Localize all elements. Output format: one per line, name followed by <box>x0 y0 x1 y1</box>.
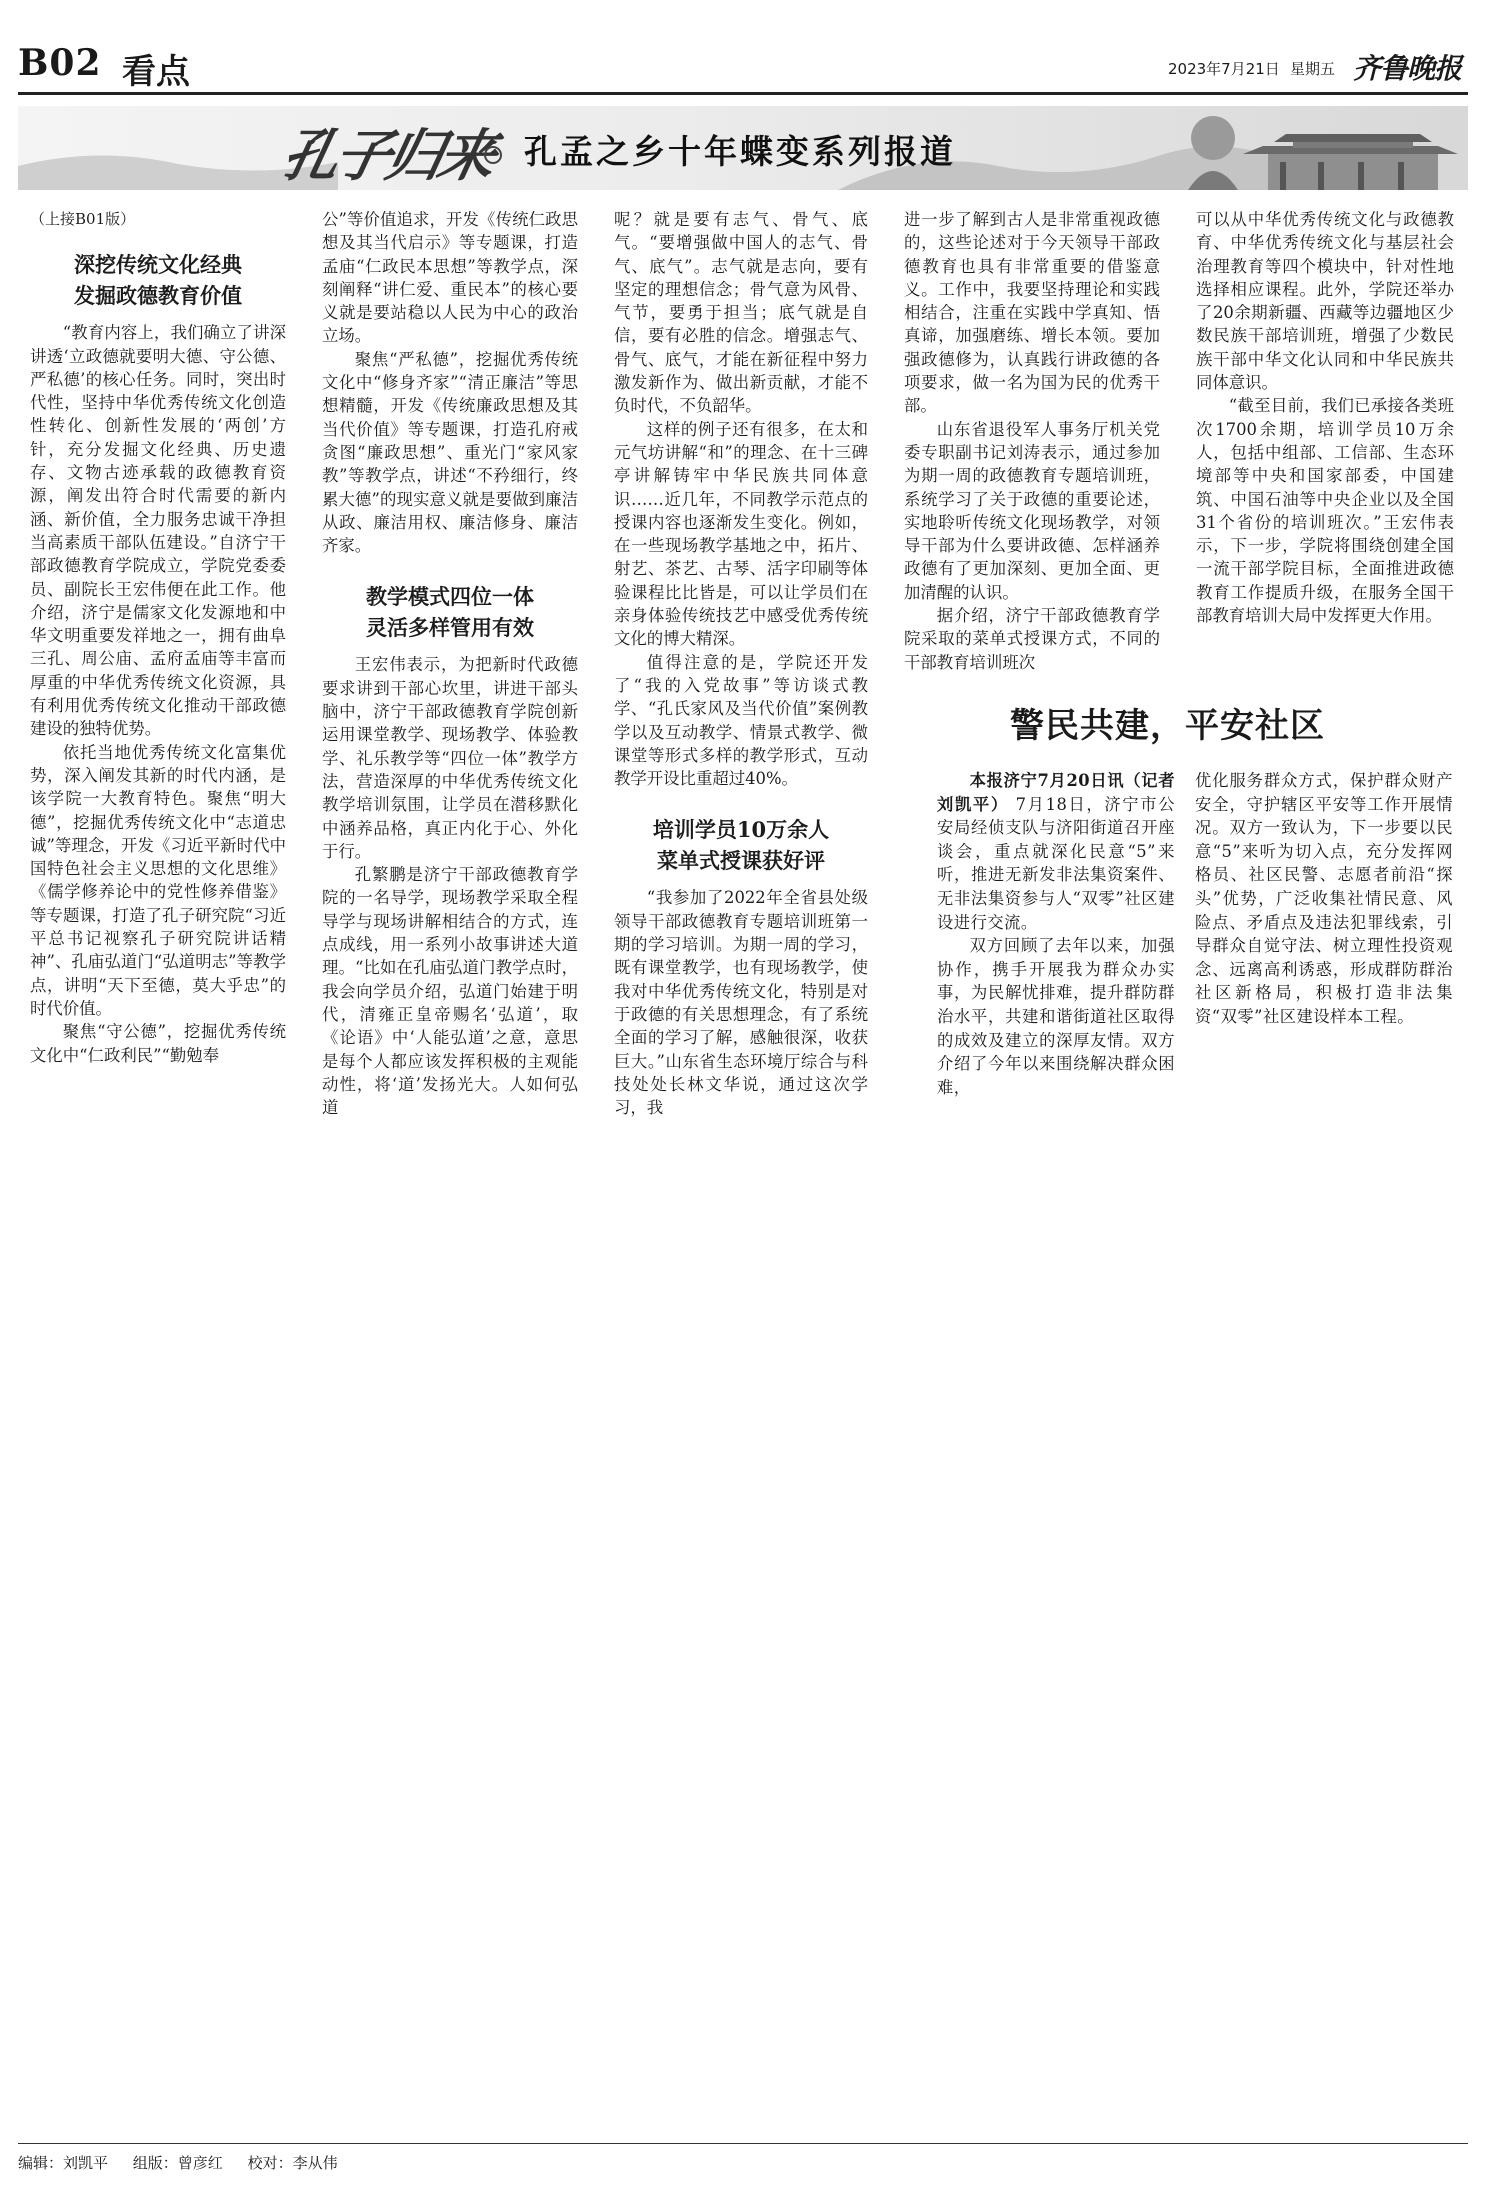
section-name: 看点 <box>122 52 190 92</box>
paragraph: 孔繁鹏是济宁干部政德教育学院的一名导学，现场教学采取全程导学与现场讲解相结合的方式，连点成线，用一系列小故事讲述大道理。“比如在孔庙弘道门教学点时，我会向学员介绍，弘道门始建于明代，清雍正皇帝赐名‘弘道’，取《论语》中‘人能弘道’之意，意思是每个人都应该发挥积极的主观能动性，将‘道’发扬光大。人如何弘道 <box>322 865 578 1118</box>
paragraph: 聚焦“严私德”，挖掘优秀传统文化中“修身齐家”“清正廉洁”等思想精髓，开发《传统廉政思想及其当代价值》等专题课，打造孔府戒贪图“廉政思想”、重光门“家风家教”等教学点，讲述“不矜细行，终累大德”的现实意义就是要做到廉洁从政、廉洁用权、廉洁修身、廉洁齐家。 <box>322 349 578 556</box>
subheadline-1-line2: 发掘政德教育价值 <box>74 283 242 309</box>
header-rule <box>18 92 1468 95</box>
paragraph: “截至目前，我们已承接各类班次1700余期，培训学员10万余人，包括中组部、工信部、生态环境部等中央和国家部委，中国建筑、中国石油等中央企业以及全国31个省份的培训班次。”王宏伟表示，下一步，学院将围绕创建全国一流干部学院目标，全面推进政德教育工作提质升级，在服务全国干部教育培训大局中发挥更大作用。 <box>1196 396 1454 626</box>
subheadline-3-line2: 菜单式授课获好评 <box>657 848 825 874</box>
article-column-3 <box>614 208 868 1119</box>
paragraph: 呢？就是要有志气、骨气、底气。“要增强做中国人的志气、骨气、底气”。志气就是志向，要有坚定的理想信念；骨气意为风骨、气节，要勇于担当；底气就是自信，要有必胜的信念。增强志气、骨气、底气，才能在新征程中努力激发新作为、做出新贡献，才能不负时代，不负韶华。 <box>614 210 868 416</box>
issue-date: 2023年7月21日 <box>1168 60 1280 78</box>
page-number: B02 <box>18 42 102 84</box>
paragraph: “教育内容上，我们确立了讲深讲透‘立政德就要明大德、守公德、严私德’的核心任务。同时，突出时代性，坚持中华优秀传统文化创造性转化、创新性发展的‘两创’方针，充分发掘文化经典、历史遗存、文物古迹承载的政德教育资源，阐发出符合时代需要的新内涵、新价值，全力服务忠诚干净担当高素质干部队伍建设。”自济宁干部政德教育学院成立，学院党委委员、副院长王宏伟便在此工作。他介绍，济宁是儒家文化发源地和中华文明重要发祥地之一，拥有曲阜三孔、周公庙、孟府孟庙等丰富而厚重的中华优秀传统文化资源，具有利用优秀传统文化推动干部政德建设的独特优势。 <box>30 323 286 739</box>
banner-seal-mark <box>484 146 502 164</box>
paragraph: 优化服务群众方式，保护群众财产安全，守护辖区平安等工作开展情况。双方一致认为，下一步要以民意“5”来听为切入点，充分发挥网格员、社区民警、志愿者前沿“探头”优势，广泛收集社情民意、风险点、矛盾点及违法犯罪线索，引导群众自觉守法、树立理性投资观念、远离高利诱惑，形成群防群治社区新格局，积极打造非法集资“双零”社区建设样本工程。 <box>1195 771 1453 1026</box>
article-column-1 <box>30 208 286 1067</box>
footer-layout: 组版：曾彦红 <box>132 2154 223 2172</box>
article-column-2 <box>322 208 578 1119</box>
subheadline-3 <box>614 814 868 876</box>
series-banner <box>18 106 1468 190</box>
article-column-4 <box>904 208 1160 674</box>
police-article-title: 警民共建，平安社区 <box>1010 706 1325 746</box>
newspaper-logo: 齐鲁晚报 <box>1353 52 1462 85</box>
subheadline-2 <box>322 581 578 643</box>
subheadline-1-line1: 深挖传统文化经典 <box>74 252 242 278</box>
footer-editor: 编辑：刘凯平 <box>18 2154 109 2172</box>
paragraph: 公”等价值追求，开发《传统仁政思想及其当代启示》等专题课，打造孟庙“仁政民本思想”等教学点，深刻阐释“讲仁爱、重民本”的核心要义就是要站稳以人民为中心的政治立场。 <box>322 210 578 346</box>
paragraph: 进一步了解到古人是非常重视政德的，这些论述对于今天领导干部政德教育也具有非常重要的借鉴意义。工作中，我要坚持理论和实践相结合，注重在实践中学真知、悟真谛，加强磨练、增长本领。要加强政德修为，认真践行讲政德的各项要求，做一名为国为民的优秀干部。 <box>904 210 1160 416</box>
subheadline-2-line1: 教学模式四位一体 <box>366 584 534 610</box>
footer-credits <box>18 2152 358 2173</box>
footer-rule <box>18 2143 1468 2144</box>
paragraph: 据介绍，济宁干部政德教育学院采取的菜单式授课方式，不同的干部教育培训班次 <box>904 606 1160 672</box>
subheadline-2-line2: 灵活多样管用有效 <box>366 615 534 641</box>
police-article-column-2 <box>1195 769 1453 1029</box>
paragraph: 山东省退役军人事务厅机关党委专职副书记刘涛表示，通过参加为期一周的政德教育专题培训班，系统学习了关于政德的重要论述，实地聆听传统文化现场教学，对领导干部为什么要讲政德、怎样涵养政德有了更加深刻、更加全面、更加清醒的认识。 <box>904 419 1160 602</box>
dateline: 本报济宁7月20日讯（记者 刘凯平） <box>937 771 1175 814</box>
paragraph: 王宏伟表示，为把新时代政德要求讲到干部心坎里，讲进干部头脑中，济宁干部政德教育学院创新运用课堂教学、现场教学、体验教学、礼乐教学等“四位一体”教学方法，营造深厚的中华优秀传统文化教学培训氛围，让学员在潜移默化中涵养品格，真正内化于心、外化于行。 <box>322 655 578 861</box>
subheadline-1 <box>30 249 286 311</box>
paragraph: 这样的例子还有很多，在太和元气坊讲解“和”的理念、在十三碑亭讲解铸牢中华民族共同体意识……近几年，不同教学示范点的授课内容也逐渐发生变化。例如，在一些现场教学基地之中，拓片、射艺、茶艺、古琴、活字印刷等体验课程比比皆是，可以让学员们在亲身体验传统技艺中感受优秀传统文化的博大精深。 <box>614 419 868 649</box>
continued-note: （上接B01版） <box>30 210 136 228</box>
series-brush-title: 孔子归来 <box>276 123 499 189</box>
series-subtitle: 孔孟之乡十年蝶变系列报道 <box>524 132 956 171</box>
paragraph: 依托当地优秀传统文化富集优势，深入阐发其新的时代内涵，是该学院一大教育特色。聚焦“明大德”，挖掘优秀传统文化中“志道忠诚”等理念，开发《习近平新时代中国特色社会主义思想的文化思维》《儒学修养论中的党性修养借鉴》等专题课，打造了孔子研究院“习近平总书记视察孔子研究院讲话精神”、孔庙弘道门“弘道明志”等教学点，讲明“天下至德，莫大乎忠”的时代价值。 <box>30 742 286 1018</box>
issue-weekday: 星期五 <box>1290 60 1336 78</box>
police-article-column-1 <box>937 769 1175 1099</box>
paragraph: 可以从中华优秀传统文化与政德教育、中华优秀传统文化与基层社会治理教育等四个模块中，针对性地选择相应课程。此外，学院还举办了20余期新疆、西藏等边疆地区少数民族干部培训班，增强了少数民族干部中华文化认同和中华民族共同体意识。 <box>1196 210 1454 393</box>
article-column-5 <box>1196 208 1454 627</box>
paragraph-body: 7月18日，济宁市公安局经侦支队与济阳街道召开座谈会，重点就深化民意“5”来听，推进无新发非法集资案件、无非法集资参与人“双零”社区建设进行交流。 <box>937 794 1175 932</box>
paragraph: “我参加了2022年全省县处级领导干部政德教育专题培训班第一期的学习培训。为期一周的学习，既有课堂教学，也有现场教学，使我对中华优秀传统文化，特别是对于政德的有关思想理念，有了系统全面的学习了解，感触很深，收获巨大。”山东省生态环境厅综合与科技处处长林文华说，通过这次学习，我 <box>614 888 868 1118</box>
paragraph: 双方回顾了去年以来，加强协作，携手开展我为群众办实事，为民解忧排难，提升群防群治水平，共建和谐街道社区取得的成效及建立的深厚友情。双方介绍了今年以来围绕解决群众困难， <box>937 936 1175 1097</box>
subheadline-3-line1: 培训学员10万余人 <box>652 817 830 843</box>
paragraph: 值得注意的是，学院还开发了“我的入党故事”等访谈式教学、“孔氏家风及当代价值”案例教学以及互动教学、情景式教学、微课堂等形式多样的教学形式，互动教学开设比重超过40%。 <box>614 652 868 789</box>
footer-proof: 校对：李从伟 <box>247 2154 338 2172</box>
paragraph <box>937 769 1175 934</box>
paragraph: 聚焦“守公德”，挖掘优秀传统文化中“仁政利民”“勤勉奉 <box>30 1022 286 1065</box>
